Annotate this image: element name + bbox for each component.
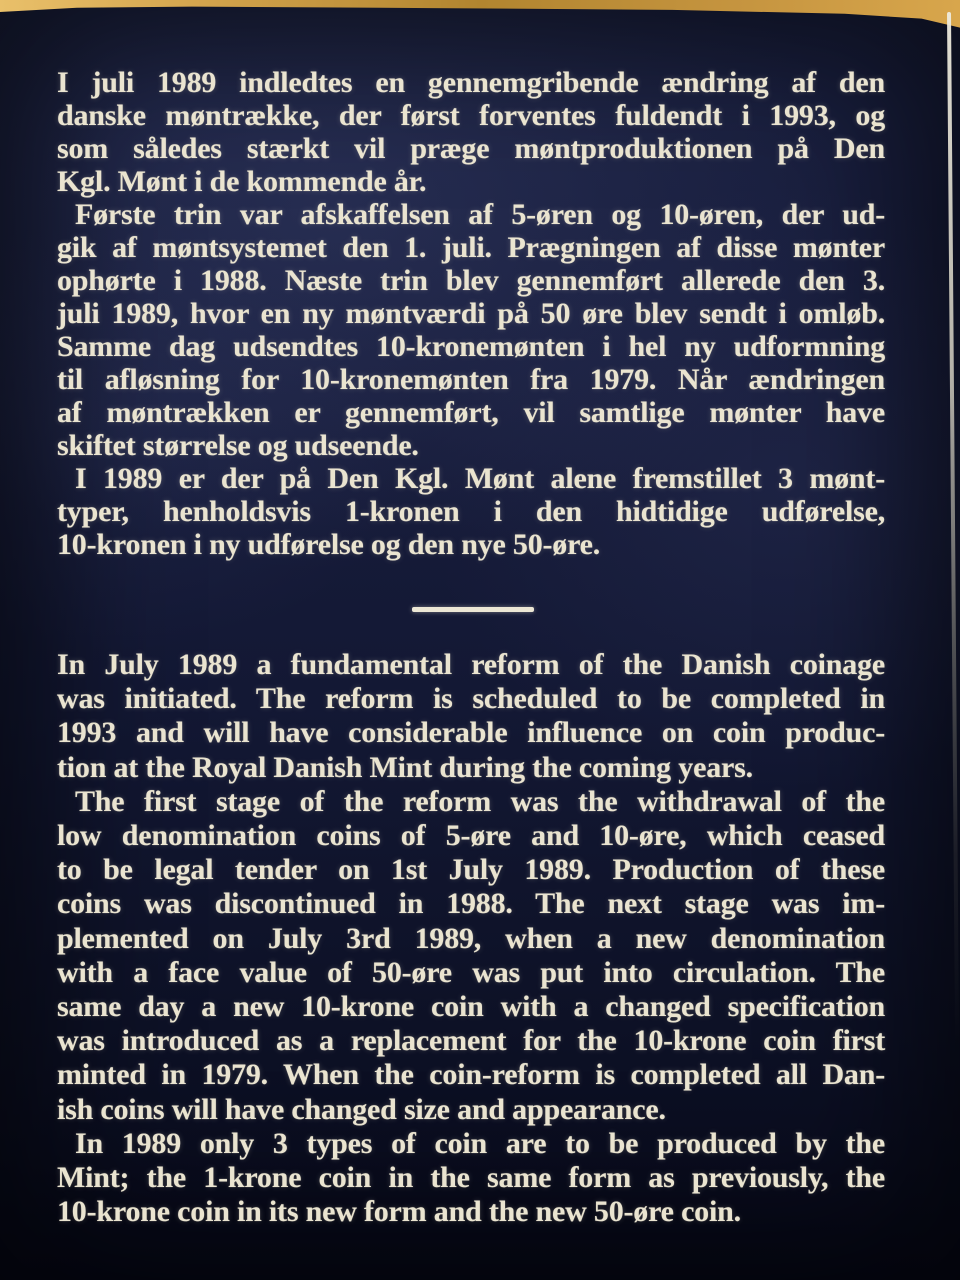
text-line-text: 10-krone coin in its new form and the new 50-øre coin. xyxy=(57,1195,741,1229)
text-line xyxy=(57,819,885,853)
text-line xyxy=(57,1161,885,1195)
danish-text-block xyxy=(57,66,885,561)
text-line xyxy=(57,922,885,956)
text-line xyxy=(57,1127,885,1161)
text-line-text: 10-kronen i ny udførelse og den nye 50-øre. xyxy=(57,528,601,561)
text-line xyxy=(57,716,885,750)
text-line xyxy=(57,990,885,1024)
text-line xyxy=(57,264,885,297)
text-line-text: low denomination coins of 5-øre and 10-øre, which ceased xyxy=(57,819,885,853)
text-line-text: was initiated. The reform is scheduled to be completed in xyxy=(57,682,885,716)
text-line-text: Kgl. Mønt i de kommende år. xyxy=(57,165,427,198)
text-line-text: coins was discontinued in 1988. The next stage was im- xyxy=(57,887,885,921)
text-line-text: som således stærkt vil præge møntproduktionen på Den xyxy=(57,132,885,165)
text-line-text: I juli 1989 indledtes en gennemgribende ændring af den xyxy=(57,66,885,99)
text-line xyxy=(57,330,885,363)
text-line xyxy=(57,1195,885,1229)
section-divider-rule xyxy=(412,607,534,612)
text-line-text: skiftet størrelse og udseende. xyxy=(57,429,419,462)
text-line-text: I 1989 er der på Den Kgl. Mønt alene fremstillet 3 mønt- xyxy=(75,462,885,495)
text-line-text: with a face value of 50-øre was put into circulation. The xyxy=(57,955,885,989)
text-line xyxy=(57,66,885,99)
text-line-text: minted in 1979. When the coin-reform is completed all Dan- xyxy=(57,1058,885,1092)
table-surface xyxy=(0,0,960,30)
text-line xyxy=(57,165,885,198)
text-line xyxy=(57,231,885,264)
text-line-text: danske møntrække, der først forventes fuldendt i 1993, og xyxy=(57,99,885,132)
text-line-text: same day a new 10-krone coin with a changed specification xyxy=(57,990,885,1024)
text-line xyxy=(57,1024,885,1058)
text-line xyxy=(57,751,885,785)
text-line-text: ish coins will have changed size and appearance. xyxy=(57,1092,666,1126)
text-line-text: 1993 and will have considerable influence on coin produc- xyxy=(57,716,885,750)
text-line xyxy=(57,528,885,561)
text-line-text: til afløsning for 10-kronemønten fra 1979. Når ændringen xyxy=(57,363,885,396)
text-line-text: Mint; the 1-krone coin in the same form as previously, the xyxy=(57,1161,885,1195)
text-line xyxy=(57,956,885,990)
text-line xyxy=(57,648,885,682)
text-line xyxy=(57,99,885,132)
text-line-text: plemented on July 3rd 1989, when a new denomination xyxy=(57,921,885,955)
text-line xyxy=(57,429,885,462)
text-line xyxy=(57,785,885,819)
text-line xyxy=(57,887,885,921)
text-line-text: af møntrækken er gennemført, vil samtlige mønter have xyxy=(57,396,885,429)
text-line-text: In July 1989 a fundamental reform of the Danish coinage xyxy=(57,648,885,681)
text-line xyxy=(57,297,885,330)
text-line-text: The first stage of the reform was the withdrawal of the xyxy=(75,784,885,818)
text-line xyxy=(57,363,885,396)
text-line-text: In 1989 only 3 types of coin are to be produced by the xyxy=(75,1126,885,1160)
text-line xyxy=(57,495,885,528)
text-line xyxy=(57,132,885,165)
text-line-text: was introduced as a replacement for the 10-krone coin first xyxy=(57,1024,885,1058)
text-line-text: Første trin var afskaffelsen af 5-øren og 10-øren, der ud- xyxy=(75,198,885,231)
english-text-block xyxy=(57,648,885,1229)
text-line-text: to be legal tender on 1st July 1989. Production of these xyxy=(57,853,885,887)
text-line-text: Samme dag udsendtes 10-kronemønten i hel ny udformning xyxy=(57,330,885,363)
text-line xyxy=(57,1058,885,1092)
text-line xyxy=(57,396,885,429)
text-line-text: juli 1989, hvor en ny møntværdi på 50 øre blev sendt i omløb. xyxy=(57,297,885,330)
text-line-text: ophørte i 1988. Næste trin blev gennemført allerede den 3. xyxy=(57,264,885,297)
text-line-text: typer, henholdsvis 1-kronen i den hidtidige udførelse, xyxy=(57,495,885,528)
text-line xyxy=(57,853,885,887)
text-line-text: tion at the Royal Danish Mint during the coming years. xyxy=(57,750,753,784)
text-line xyxy=(57,682,885,716)
page-edge-highlight xyxy=(947,12,959,1042)
text-line-text: gik af møntsystemet den 1. juli. Prægningen af disse mønter xyxy=(57,231,885,264)
text-line xyxy=(57,1093,885,1127)
text-line xyxy=(57,462,885,495)
text-line xyxy=(57,198,885,231)
